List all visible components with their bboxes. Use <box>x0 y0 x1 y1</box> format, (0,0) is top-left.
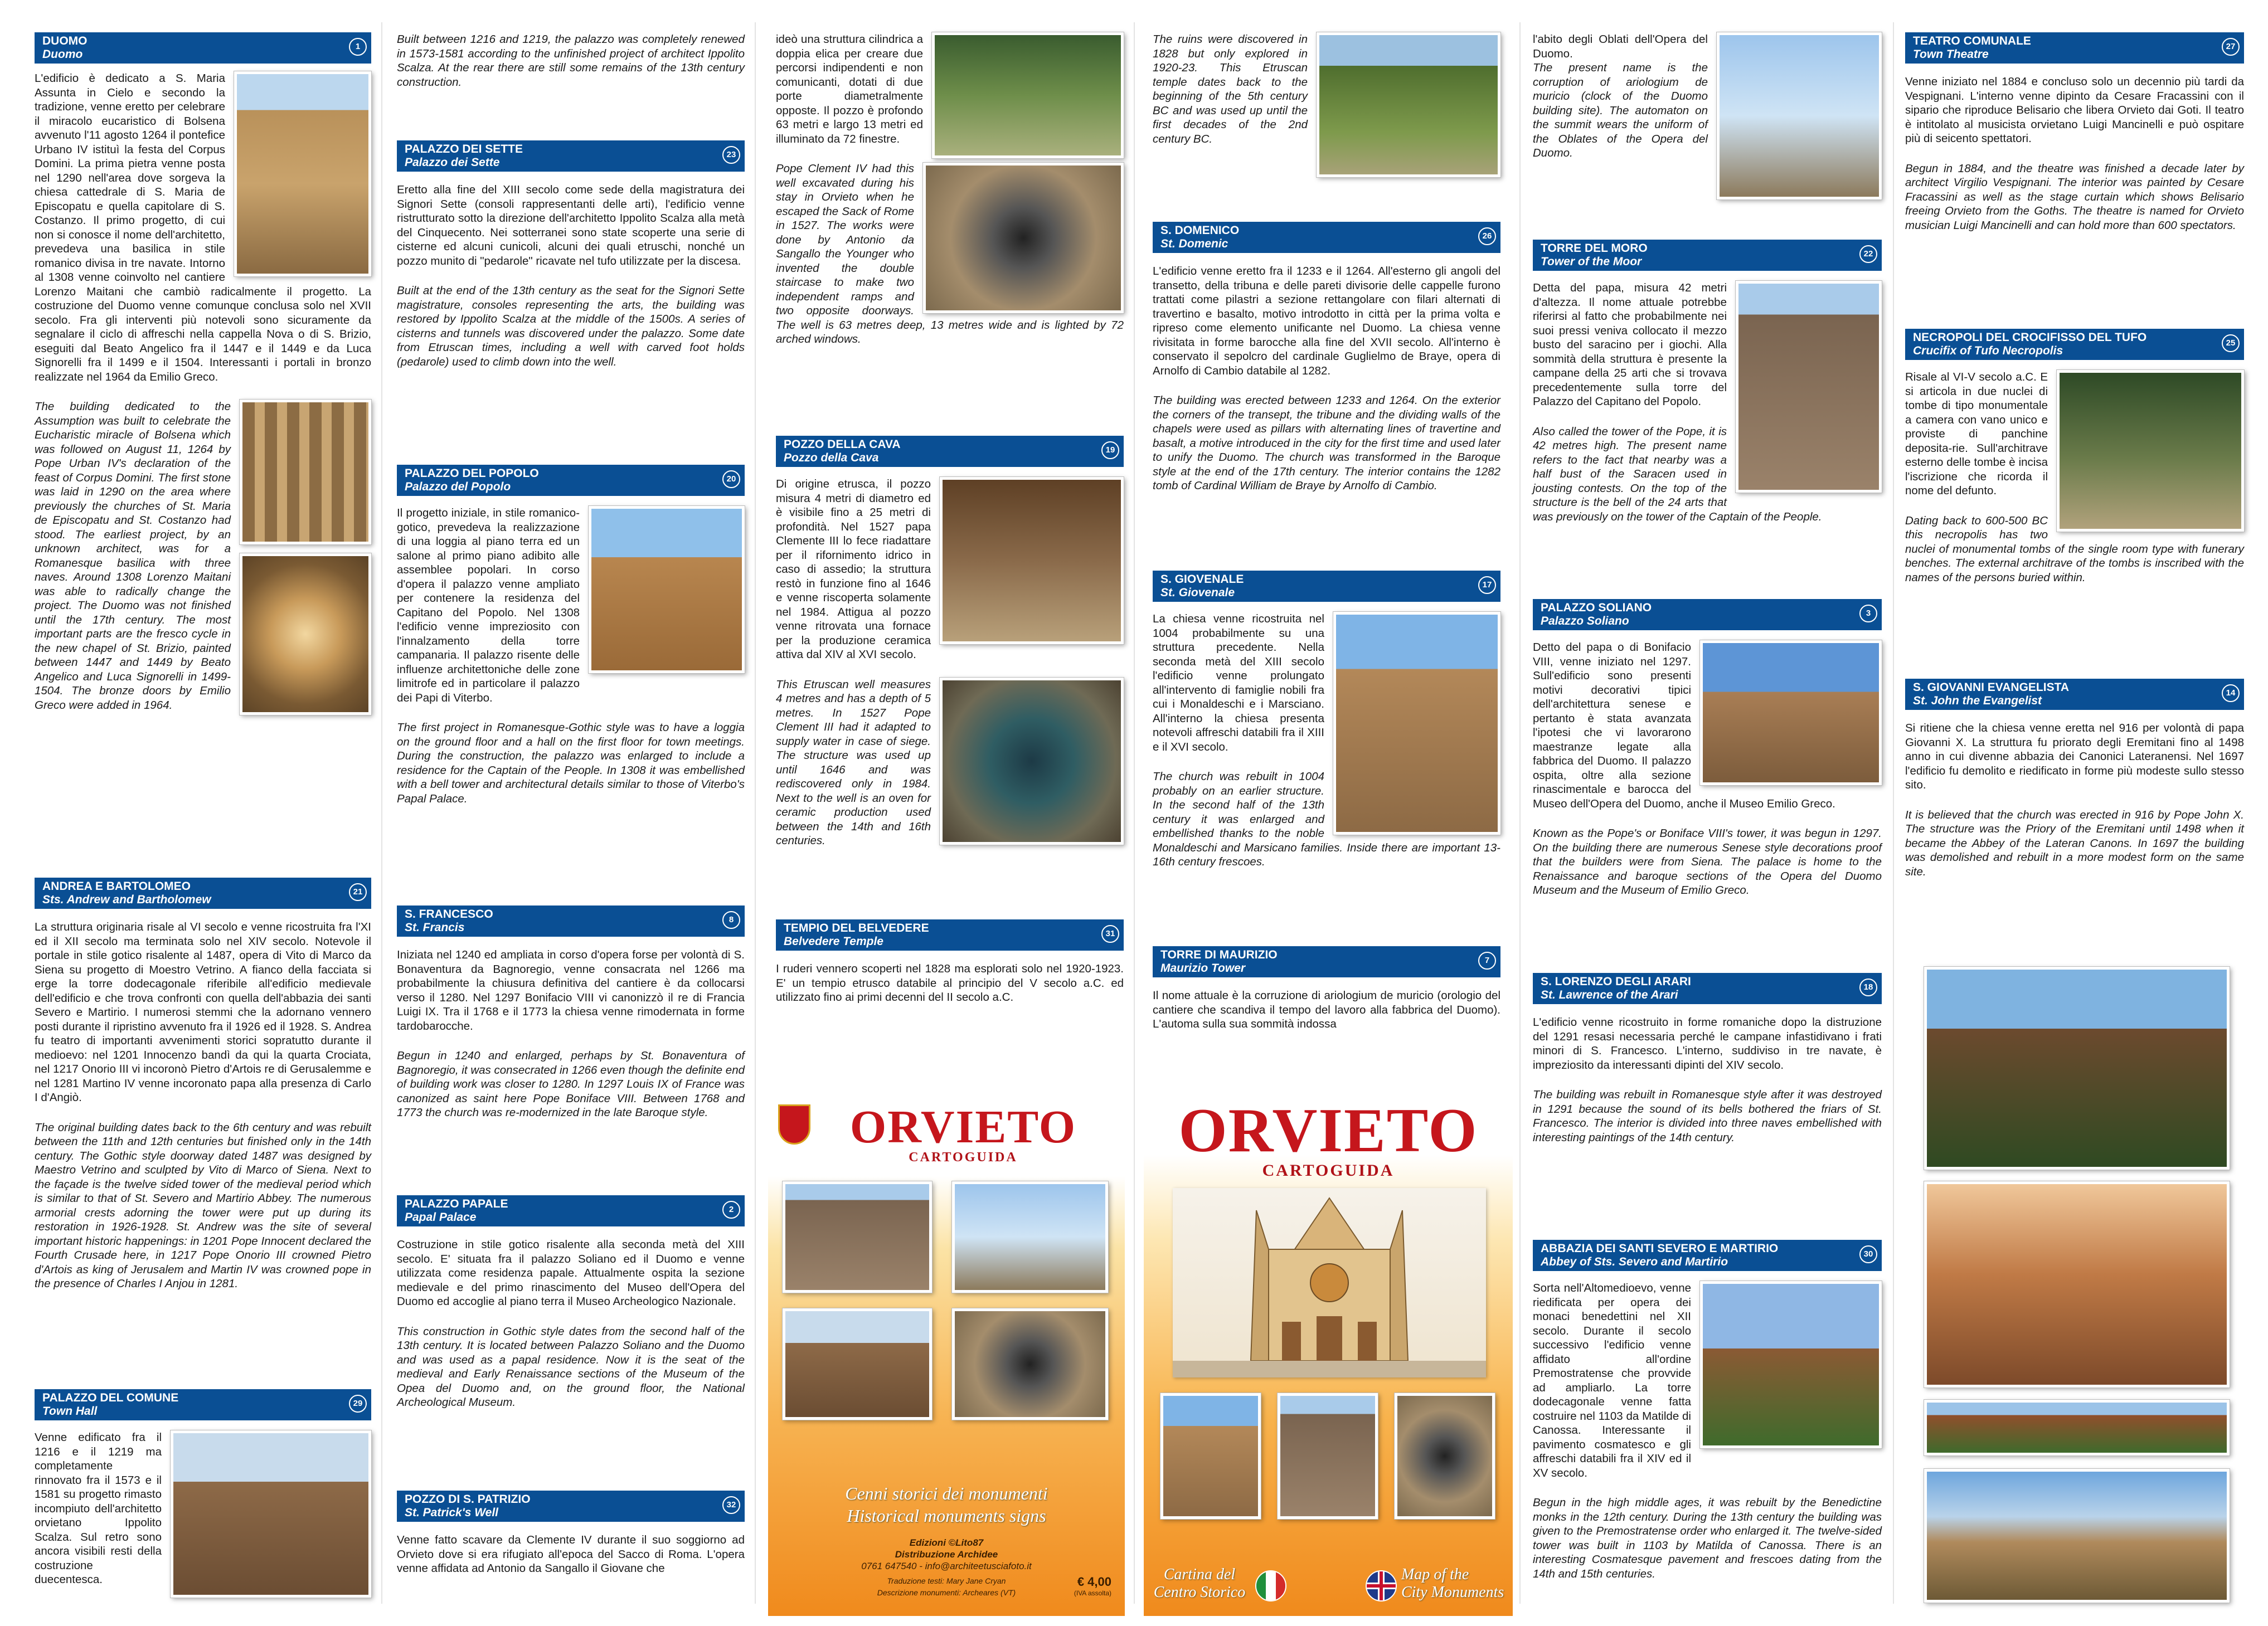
section-title: PALAZZO DEI SETTE <box>405 143 523 155</box>
text-italian: Eretto alla fine del XIII secolo come sede della magistratura dei Signori Sette (consoli rappresentanti delle arti), l'edificio venne ristrutturato sotto la direzione dell'architetto Ippolito Scalza alla metà del Cinquecento. Nei sotterranei sono state scoperte una serie di cisterne ed alcuni cunicoli, alcuni dei quali etruschi, nonché un pozzo munito di "pedarole" ricavate nel tufo utilizzate per la discesa. <box>397 183 745 267</box>
section-header <box>35 1389 371 1420</box>
italian-flag-icon <box>1255 1570 1286 1601</box>
map-number-badge: 26 <box>1478 227 1496 245</box>
text-italian: Venne edificato fra il 1216 e il 1219 ma completamente rinnovato fra il 1573 e il 1581 su progetto rimasto incompiuto dell'architetto orvietano Ippolito Scalza. Sul retro sono ancora visibili resti della costruzione duecentesca. <box>35 1431 162 1586</box>
back-cover-subtitle: CARTOGUIDA <box>909 1150 1018 1165</box>
text-english: Also called the tower of the Pope, it is 42 metres high. The present name refers to the fact that nearby was a half bust of the Saracen used in jousting contests. On the top of the structure is the bell of the 24 arts that was previously on the tower of the Captain of the People. <box>1533 425 1822 523</box>
section-title: NECROPOLI DEL CROCIFISSO DEL TUFO <box>1913 331 2147 344</box>
section-andrea <box>35 878 371 1291</box>
belvedere-ruins-photo <box>1317 32 1500 177</box>
text-italian: Si ritiene che la chiesa venne eretta nel 916 per volontà di papa Giovanni X. La struttura fu priorato degli Eremitani fino al 1498 anno in cui divenne abbazia dei Canonici Lateranensi. Nel 1697 l'edificio fu demolito e riedificato in forme più modeste sullo stesso sito. <box>1905 722 2244 791</box>
section-comune-en <box>397 32 745 89</box>
section-comune <box>35 1389 371 1602</box>
map-number-badge: 30 <box>1859 1245 1877 1263</box>
section-subtitle: St. Patrick's Well <box>405 1506 499 1519</box>
section-title: POZZO DELLA CAVA <box>784 438 901 451</box>
section-subtitle: Sts. Andrew and Bartholomew <box>42 893 211 906</box>
publisher-contact: 0761 647540 - info@architeetusciafoto.it <box>861 1561 1032 1571</box>
section-belvedere-en <box>1153 32 1500 182</box>
map-label-it-line1: Cartina del <box>1163 1566 1236 1583</box>
section-subtitle: Abbey of Sts. Severo and Martirio <box>1541 1255 1728 1268</box>
text-english: This construction in Gothic style dates from the second half of the 13th century. It is located between Palazzo Soliano and the Duomo and was used as a papal residence. Now it is the seat of the medieval and Early Renaissance sections of the Museum of the Opea del Duomo and, on the ground floor, the National Archeological Museum. <box>397 1325 745 1409</box>
section-cava <box>776 436 1124 849</box>
section-subtitle: Duomo <box>42 48 83 61</box>
front-photo-tower <box>1278 1393 1378 1519</box>
text-english: Built at the end of the 13th century as the seat for the Signori Sette magistrature, consoles representing the arts, the building was restored by Ippolito Scalza at the middle of the 1500s. A series of cisterns and tunnels was discovered under the palazzo. Some date from Etruscan times, including a well with carved foot holds (pedarole) used to climb down into the well. <box>397 284 745 368</box>
text-italian-part2: ideò una struttura cilindrica a doppia elica per creare due percorsi indipendenti e non comunicanti, dotati di due porte diametralmente opposte. Il pozzo è profondo 63 metri e largo 13 metri ed illuminato da 72 finestre. <box>776 33 923 145</box>
section-lorenzo <box>1533 973 1882 1145</box>
section-papale <box>397 1195 745 1410</box>
section-header <box>397 140 745 172</box>
text-english: The ruins were discovered in 1828 but only explored in 1920-23. This Etruscan temple dates back to the beginning of the 5th century BC and was used up until the first decades of the 2nd century BC. <box>1153 33 1308 145</box>
fold-line <box>1893 22 1894 1604</box>
well-entrance-photo <box>932 32 1124 158</box>
map-label-en-line2: City Monuments <box>1401 1584 1504 1601</box>
publisher-name: Edizioni ©Lito87 <box>909 1537 984 1548</box>
section-teatro <box>1905 32 2244 232</box>
duomo-illustration <box>1173 1188 1486 1377</box>
map-label-en-line1: Map of the <box>1401 1566 1469 1583</box>
necropolis-photo <box>2057 370 2244 532</box>
section-subtitle: Palazzo Soliano <box>1541 615 1629 627</box>
text-italian: Risale al VI-V secolo a.C. E si articola in due nuclei di tombe di tipo monumentale a camera con vano unico e proviste di panchine deposita-rie. Sull'architrave esterno delle tombe è incisa l'iscrizione che ricorda il nome del defunto. <box>1905 371 2048 497</box>
section-header <box>776 919 1124 951</box>
text-italian: La chiesa venne ricostruita nel 1004 probabilmente su una struttura precedente. Nella seconda metà del XIII secolo l'edificio venne prolungato all'intervento di famiglie nobili fra cui i Monaldeschi e i Marsciano. All'interno la chiesa presenta notevoli affreschi databili fra il XIII e il XVI secolo. <box>1153 612 1324 753</box>
section-title: S. DOMENICO <box>1160 224 1240 237</box>
map-number-badge: 23 <box>722 146 740 164</box>
vat-note: (IVA assolta) <box>1074 1589 1111 1597</box>
map-number-badge: 31 <box>1101 925 1119 943</box>
section-subtitle: Tower of the Moor <box>1541 255 1642 268</box>
section-header <box>776 436 1124 467</box>
duomo-interior-photo <box>240 400 371 544</box>
text-english: The first project in Romanesque-Gothic style was to have a loggia on the ground floor and a hall on the first floor for town meetings. During the construction, the palazzo was enlarged to include a residence for the Captain of the People. In 1308 it was embellished with a bell tower and architectural details similar to those of Viterbo's Papal Palace. <box>397 721 745 805</box>
map-number-badge: 7 <box>1478 952 1496 970</box>
translation-credit: Traduzione testi: Mary Jane Cryan <box>887 1576 1006 1585</box>
text-italian: Costruzione in stile gotico risalente alla seconda metà del XIII secolo. E' situata fra il palazzo Soliano ed il Duomo e venne utilizzata come residenza papale. Attualmente ospita la sezione medievale e del primo rinascimento del Museo dell'Opera del Duomo ed accoglie al piano terra il Museo Archeologico Nazionale. <box>397 1238 745 1308</box>
section-belvedere <box>776 919 1124 1005</box>
map-number-badge: 32 <box>722 1496 740 1514</box>
section-header <box>397 1195 745 1226</box>
section-header <box>1533 599 1882 630</box>
section-abbazia <box>1533 1240 1882 1581</box>
section-moro <box>1533 240 1882 524</box>
front-cover <box>1144 1092 1513 1616</box>
text-english: Known as the Pope's or Boniface VIII's tower, it was begun in 1297. On the building there are numerous Senese style decorations proof that the builders were from Siena. The palace is home to the Renaissance and baroque sections of the Opera del Duomo Museum and the Museum of Emilio Greco. <box>1533 827 1882 897</box>
section-header <box>1533 240 1882 271</box>
section-subtitle: Town Theatre <box>1913 48 1989 61</box>
text-italian: Venne iniziato nel 1884 e concluso solo un decennio più tardi da Vespignani. L'interno venne dipinto da Cesare Fracassini con il sipario che riproduce Belisario che libera Orvieto dai Goti. Il teatro è intitolato al musicista orvietano Luigi Mancinelli e può ospitare più di seicento spettatori. <box>1905 75 2244 145</box>
section-subtitle: Papal Palace <box>405 1211 477 1224</box>
text-italian: Di origine etrusca, il pozzo misura 4 metri di diametro ed è visibile fino a 25 metri di profondità. Nel 1527 papa Clemente III lo fece riadattare per il rifornimento idrico in caso di assedio; la struttura restò in funzione fino al 1646 e venne riscoperta solamente nel 1984. Attigua al pozzo venne ritrovata una fornace per la produzione ceramica attiva dal XIV al XVI secolo. <box>776 478 931 661</box>
text-italian-part1: Venne fatto scavare da Clemente IV durante il suo soggiorno ad Orvieto dove si era rifugiato all'epoca del Sacco di Roma. L'opera venne affidata ad Antonio da Sangallo il Giovane che <box>397 1533 745 1575</box>
back-cover-logo: ORVIETO <box>849 1101 1077 1153</box>
section-title: PALAZZO DEL POPOLO <box>405 467 539 480</box>
fold-line <box>1134 22 1135 1604</box>
column-5 <box>1533 0 1882 1626</box>
section-subtitle: Belvedere Temple <box>784 935 883 948</box>
section-domenico <box>1153 222 1500 493</box>
duomo-facade-photo <box>234 71 371 276</box>
map-number-badge: 3 <box>1859 605 1877 622</box>
fold-line <box>755 22 756 1604</box>
section-patrizio <box>397 1491 745 1617</box>
text-italian: Il progetto iniziale, in stile romanico-gotico, prevedeva la realizzazione di una loggia al piano terra ed un salone al primo piano adibito alle assemblee popolari. In corso d'opera il palazzo venne ampliato per contenere la residenza del Capitano del Popolo. Nel 1308 l'edificio venne impreziosito con l'innalzamento della torre campanaria. Il palazzo risente delle influenze architettoniche delle zone limitrofe ed in particolare il palazzo dei Papi di Viterbo. <box>397 507 580 704</box>
section-maurizio-cont <box>1533 32 1882 204</box>
front-cover-logo: ORVIETO <box>1178 1096 1478 1165</box>
rose-window-photo <box>240 553 371 715</box>
text-english: This Etruscan well measures 4 metres and has a depth of 5 metres. In 1527 Pope Clement III had it adapted to supply water in case of siege. The structure was used up until 1646 and was rediscovered only in 1984. Next to the well is an oven for ceramic production used between the 14th and 16th centuries. <box>776 678 931 847</box>
side-photo-tower <box>1924 967 2230 1170</box>
map-number-badge: 17 <box>1478 576 1496 594</box>
front-photo-well <box>1395 1393 1495 1519</box>
section-title: POZZO DI S. PATRIZIO <box>405 1493 531 1506</box>
section-necropoli <box>1905 329 2244 585</box>
section-title: S. LORENZO DEGLI ARARI <box>1541 975 1691 988</box>
fold-line <box>381 22 382 1604</box>
section-soliano <box>1533 599 1882 898</box>
side-photo-abbey <box>1924 1400 2230 1455</box>
st-giovenale-photo <box>1333 612 1500 835</box>
cover-photo-bell <box>952 1181 1108 1293</box>
text-italian-part2: l'abito degli Oblati dell'Opera del Duomo. <box>1533 33 1708 60</box>
map-number-badge: 8 <box>722 911 740 929</box>
section-sette <box>397 140 745 369</box>
section-subtitle: St. Francis <box>405 921 465 934</box>
section-title: S. GIOVENALE <box>1160 573 1244 586</box>
section-header <box>1533 1240 1882 1271</box>
section-patrizio-cont <box>776 32 1124 347</box>
section-subtitle: St. Lawrence of the Arari <box>1541 989 1678 1001</box>
cava-well-photo <box>940 678 1124 845</box>
back-cover-tagline-en: Historical monuments signs <box>847 1506 1046 1526</box>
section-francesco <box>397 906 745 1120</box>
map-number-badge: 27 <box>2222 38 2240 56</box>
section-header <box>1533 973 1882 1004</box>
price-label: € 4,00 <box>1077 1575 1111 1589</box>
section-title: DUOMO <box>42 35 88 47</box>
front-photo-church <box>1160 1393 1261 1519</box>
fold-line <box>1519 22 1521 1604</box>
text-english: It is believed that the church was erected in 916 by Pope John X. The structure was the Priory of the Eremitani until 1498 when it became the Abbey of the Lateran Canons. In 1697 the building was demolished and rebuilt in a more modest form on the same site. <box>1905 808 2244 878</box>
section-title: TEATRO COMUNALE <box>1913 35 2031 47</box>
section-header <box>35 878 371 909</box>
column-2 <box>397 0 745 1626</box>
text-english: Begun in 1884, and the theatre was finished a decade later by architect Virgilio Vespignani. The interior was painted by Cesare Fracassini as well as the stage curtain which shows Belisario freeing Orvieto from the Goths. The theatre is named for Orvieto musician Luigi Mancinelli and can hold more than 600 spectators. <box>1905 162 2244 232</box>
back-cover <box>768 1092 1125 1616</box>
section-title: TORRE DEL MORO <box>1541 242 1648 255</box>
map-label-en <box>1401 1566 1507 1601</box>
text-english: Begun in 1240 and enlarged, perhaps by St. Bonaventura of Bagnoregio, it was consecrated in 1266 even though the definite end of building work was closer to 1280. In 1297 Louis IX of France was canonized as saint here Pope Boniface VIII. Between 1768 and 1773 the church was re-modernized in the late Baroque style. <box>397 1049 745 1119</box>
text-italian: Iniziata nel 1240 ed ampliata in corso d'opera forse per volontà di S. Bonaventura da Bagnoregio, venne consacrata nel 1266 ma probabilmente la chiusura definitiva del cantiere è da collocarsi verso il 1280. Nel 1297 Bonifacio VIII vi canonizzò il re di Francia Luigi IX. Tra il 1768 e il 1773 la chiesa venne rimodernata in forme tardobarocche. <box>397 948 745 1033</box>
section-subtitle: Palazzo del Popolo <box>405 480 511 493</box>
palazzo-popolo-photo <box>589 506 745 673</box>
text-english: The present name is the corruption of ariologium de muricio (clock of the Duomo building site). The automaton on the summit wears the uniform of the Oblates of the Opera del Duomo. <box>1533 61 1708 159</box>
text-english: Pope Clement IV had this well excavated during his stay in Orvieto when he escaped the Sack of Rome in 1527. The works were done by Antonio da Sangallo the Younger who invented the double staircase to make two independent ramps and two opposite doorways. The well is 63 metres deep, 13 metres wide and is lighted by 72 arched windows. <box>776 162 1124 345</box>
section-giovanni <box>1905 679 2244 879</box>
map-label-it-line2: Centro Storico <box>1153 1584 1246 1601</box>
section-subtitle: St. Giovenale <box>1160 586 1235 599</box>
map-number-badge: 1 <box>349 38 367 56</box>
maurizio-bell-photo <box>1717 32 1882 199</box>
text-italian: I ruderi vennero scoperti nel 1828 ma esplorati solo nel 1920-1923. E' un tempio etrusco databile al principio del V secolo a.C. ed utilizzato fino ai primi decenni del II secolo a.C. <box>776 962 1124 1004</box>
cover-photo-street <box>783 1308 932 1420</box>
section-subtitle: Maurizio Tower <box>1160 962 1246 975</box>
section-maurizio <box>1153 946 1500 1036</box>
section-giovenale <box>1153 571 1500 869</box>
tower-moor-photo <box>1736 281 1882 493</box>
map-number-badge: 21 <box>349 883 367 901</box>
section-popolo <box>397 465 745 806</box>
section-title: TORRE DI MAURIZIO <box>1160 948 1278 961</box>
uk-flag-icon <box>1366 1570 1397 1601</box>
text-english: The church was rebuilt in 1004 probably on an earlier structure. In the second half of the 13th century it was enlarged and embellished thanks to the noble Monaldeschi and Marsicano families. Inside there are important 13-16th century frescoes. <box>1153 770 1500 868</box>
front-cover-subtitle: CARTOGUIDA <box>1262 1161 1395 1180</box>
text-italian-part1: Il nome attuale è la corruzione di ariologium de muricio (orologio del cantiere che scandiva il tempo del lavoro alla fabbrica del Duomo). L'automa sulla sua sommità indossa <box>1153 989 1500 1030</box>
text-italian: L'edificio venne ricostruito in forme romaniche dopo la distruzione del 1291 resasi necessaria perché le campane infastidivano i frati minori di S. Francesco. L'interno, suddiviso in tre navate, è impreziosito da interessanti dipinti del XIV secolo. <box>1533 1016 1882 1072</box>
text-italian: Detto del papa o di Bonifacio VIII, venne iniziato nel 1297. Sull'edificio sono presenti motivi decorativi tipici dell'architettura senese e pertanto è stata avanzata l'ipotesi che vi lavorarono maestranze legate alla fabbrica del Duomo. Il palazzo ospita, oltre alla sezione rinascimentale e barocca del Museo dell'Opera del Duomo, anche il Museo Emilio Greco. <box>1533 641 1835 810</box>
text-english: The original building dates back to the 6th century and was rebuilt between the 11th and 12th centuries but finished only in the 14th century. The Gothic style doorway dated 1487 was designed by Maestro Vetrino and sculpted by Vito di Marco of Siena. Next to the façade is the twelve sided tower of the medieval period which is similar to that of St. Severo and Martirio Abbey. The numerous armorial crests adorning the tower were put up during its restoration in 1926-1928. St. Andrew was the site of several important historic happenings: in 1201 Pope Innocent declared the Fourth Crusade here, in 1217 Pope Onorio III crowned Pietro d'Artois as king of Jerusalem and Martin IV was crowned pope in the presence of Charles I Anjou in 1281. <box>35 1121 371 1290</box>
map-label-it <box>1149 1566 1250 1601</box>
abbey-photo <box>1700 1281 1882 1448</box>
cava-cellar-photo <box>940 477 1124 644</box>
map-number-badge: 2 <box>722 1201 740 1219</box>
st-patrick-well-photo <box>923 163 1124 313</box>
column-1 <box>35 0 371 1626</box>
section-subtitle: Crucifix of Tufo Necropolis <box>1913 344 2063 357</box>
map-number-badge: 20 <box>722 470 740 488</box>
section-title: PALAZZO DEL COMUNE <box>42 1391 179 1404</box>
section-duomo <box>35 32 371 719</box>
section-title: ABBAZIA DEI SANTI SEVERO E MARTIRIO <box>1541 1242 1779 1255</box>
text-english: Begun in the high middle ages, it was rebuilt by the Benedictine monks in the 12th century. During the 13th century the building was given to the Premostratense order who enlarged it. The twelve-sided tower was built in 1103 by Matilda of Canossa. There is an interesting Cosmatesque pavement and frescoes dating from the 14th and 15th centuries. <box>1533 1496 1882 1580</box>
text-italian: L'edificio venne eretto fra il 1233 e il 1264. All'esterno gli angoli del transetto, della tribuna e delle pareti divisorie delle cappelle furono trattati come pilastri a sezione rettangolare con filari alternati di travertino e basalto, motivo introdotto in città per la prima volta e ripreso come elemento unificante nel Duomo. La chiesa venne rivisitata in forme barocche alla fine del XVII secolo. All'interno è conservato il sepolcro del cardinale Guglielmo de Braye, opera di Arnolfo di Cambio databile al 1282. <box>1153 265 1500 377</box>
map-number-badge: 18 <box>1859 978 1877 996</box>
text-english: The building was rebuilt in Romanesque style after it was destroyed in 1291 because the sound of its bells bothered the friars of St. Francesco. The interior is divided into three naves embellished with interesting paintings of the 14th century. <box>1533 1088 1882 1144</box>
text-english: Dating back to 600-500 BC this necropolis has two nuclei of monumental tombs of the single room type with funerary benches. The external architrave of the tombs is inscribed with the names of the persons buried within. <box>1905 514 2244 584</box>
text-english: The building dedicated to the Assumption was built to celebrate the Eucharistic miracle of Bolsena which was followed on August 11, 1264 by Pope Urban IV's declaration of the feast of Corpus Domini. The first stone was laid in 1290 on the area where previously the churches of St. Maria de Episcopatu and St. Costanzo had stood. The earliest project, by an unknown architect, was for a Romanesque basilica with three naves. Around 1308 Lorenzo Maitani was able to radically change the project. The Duomo was not finished until the 17th century. The most important parts are the fresco cycle in the new chapel of St. Brizio, painted between 1447 and 1449 by Beato Angelico and Luca Signorelli in 1499-1504. The bronze doors by Emilio Greco were added in 1964. <box>35 400 231 712</box>
section-subtitle: St. John the Evangelist <box>1913 694 2042 707</box>
section-subtitle: Palazzo dei Sette <box>405 156 500 169</box>
section-subtitle: St. Domenic <box>1160 237 1228 250</box>
section-title: PALAZZO PAPALE <box>405 1197 508 1210</box>
map-number-badge: 25 <box>2222 334 2240 352</box>
text-english: The building was erected between 1233 and 1264. On the exterior the corners of the transept, the tribune and the dividing walls of the chapels were used as pillars with alternating lines of travertine and basalt, a motive introduced in the city for the first time and used later to unify the Duomo. The church was transformed in the Baroque style at the end of the 17th century. The interior contains the 1282 tomb of Cardinal William de Braye by Arnolfo di Cambio. <box>1153 394 1500 492</box>
palazzo-soliano-photo <box>1700 640 1882 785</box>
section-title: TEMPIO DEL BELVEDERE <box>784 922 929 934</box>
text-italian: Detta del papa, misura 42 metri d'altezza. Il nome attuale potrebbe riferirsi al fatto che probabilmente nei suoi pressi veniva collocato il mezzo busto del saracino per i giochi. Alla sommità della struttura è presente la campane della 25 arti che si trovava precedentemente sulla torre del Palazzo del Capitano del Popolo. <box>1533 281 1727 408</box>
map-number-badge: 29 <box>349 1395 367 1413</box>
section-header <box>35 32 371 64</box>
section-title: S. GIOVANNI EVANGELISTA <box>1913 681 2070 694</box>
map-number-badge: 19 <box>1101 441 1119 459</box>
coat-of-arms-icon <box>778 1104 810 1145</box>
section-header <box>397 1491 745 1522</box>
section-subtitle: Pozzo della Cava <box>784 451 879 464</box>
map-number-badge: 14 <box>2222 684 2240 702</box>
section-title: ANDREA E BARTOLOMEO <box>42 880 191 893</box>
section-header <box>1153 946 1500 977</box>
text-italian: La struttura originaria risale al VI secolo e venne ricostruita fra l'XI ed il XII secolo ma terminata solo nel XIV secolo. Notevole il portale in stile gotico risalente al 1487, opera di Vito di Marco da Siena su progetto di Moestro Vetrino. A fianco della facciata si erge la torre dodecagonale riferibile all'edificio medievale dell'edificio e che trova confronti con quella dell'abbazia dei santi Severo e Martirio. I numerosi stemmi che la adornano vennero posti durante il ripristino avvenuto fra il 1926 ed il 1928. S. Andrea fu teatro di importanti avvenimenti storici sopratutto durante il medioevo: nel 1201 Innocenzo bandì da qui la quarta Crociata, nel 1217 Onorio III vi incoronò Pietro d'Artois re di Gerusalemme e nel 1281 Martino IV venne incoronato papa alla presenza di Carlo I d'Angiò. <box>35 921 371 1104</box>
section-header <box>1905 329 2244 360</box>
column-6 <box>1905 0 2244 1626</box>
back-cover-tagline-it: Cenni storici dei monumenti <box>845 1483 1048 1503</box>
side-photo-panorama <box>1924 1469 2230 1603</box>
section-header <box>1153 222 1500 253</box>
section-title: S. FRANCESCO <box>405 908 493 921</box>
description-credit: Descrizione monumenti: Archeares (VT) <box>877 1588 1016 1597</box>
publisher-block <box>768 1537 1125 1599</box>
map-number-badge: 22 <box>1859 245 1877 263</box>
cover-photo-city <box>783 1181 932 1293</box>
text-italian: Sorta nell'Altomedioevo, venne riedificata per opera dei monaci benedettini nel XII secolo. Durante il secolo successivo l'edificio venne affidato all'ordine Premostratense che provvide ad ampliarlo. La torre dodecagonale venne fatta costruire nel 1103 da Matilde di Canossa. Interessante il pavimento cosmatesco e gli affreschi databili fra il XIV ed il XV secolo. <box>1533 1282 1691 1479</box>
section-header <box>397 906 745 937</box>
section-title: PALAZZO SOLIANO <box>1541 601 1652 614</box>
text-english: Built between 1216 and 1219, the palazzo was completely renewed in 1573-1581 according to the unfinished project of architect Ippolito Scalza. At the rear there are still some remains of the 13th century construction. <box>397 33 745 89</box>
distributor-name: Distribuzione Archidee <box>895 1549 998 1560</box>
section-header <box>1905 32 2244 64</box>
town-hall-photo <box>171 1430 371 1598</box>
section-header <box>397 465 745 496</box>
side-photo-alley <box>1924 1181 2230 1388</box>
section-header <box>1153 571 1500 602</box>
section-subtitle: Town Hall <box>42 1405 98 1418</box>
text-italian: L'edificio è dedicato a S. Maria Assunta in Cielo e secondo la tradizione, venne eretto per celebrare il miracolo eucaristico di Bolsena avvenuto l'11 agosto 1264 il pontefice Urbano IV istituì la festa del Corpus Domini. La prima pietra venne posta nel 1290 nell'area dove sorgeva la chiesa cattedrale di S. Maria de Episcopatu e quella capitolare di S. Costanzo. Il primo progetto, di cui non si conosce il nome dell'architetto, prevedeva una basilica in stile romanico divisa in tre navate. Intorno al 1308 venne coinvolto nel cantiere Lorenzo Maitani che cambiò radicalmente il progetto. La costruzione del Duomo venne comunque conclusa solo nel XVII secolo. Fra gli interventi più notevoli sono sicuramente da segnalare il ciclo di affreschi nella cappella Nova o di S. Brizio, eseguiti dal Beato Angelico fra il 1447 e il 1449 e da Luca Signorelli fra il 1499 e il 1504. Interessanti i portali in bronzo realizzate nel 1964 da Emilio Greco. <box>35 72 371 383</box>
section-header <box>1905 679 2244 710</box>
cover-photo-well <box>952 1308 1108 1420</box>
